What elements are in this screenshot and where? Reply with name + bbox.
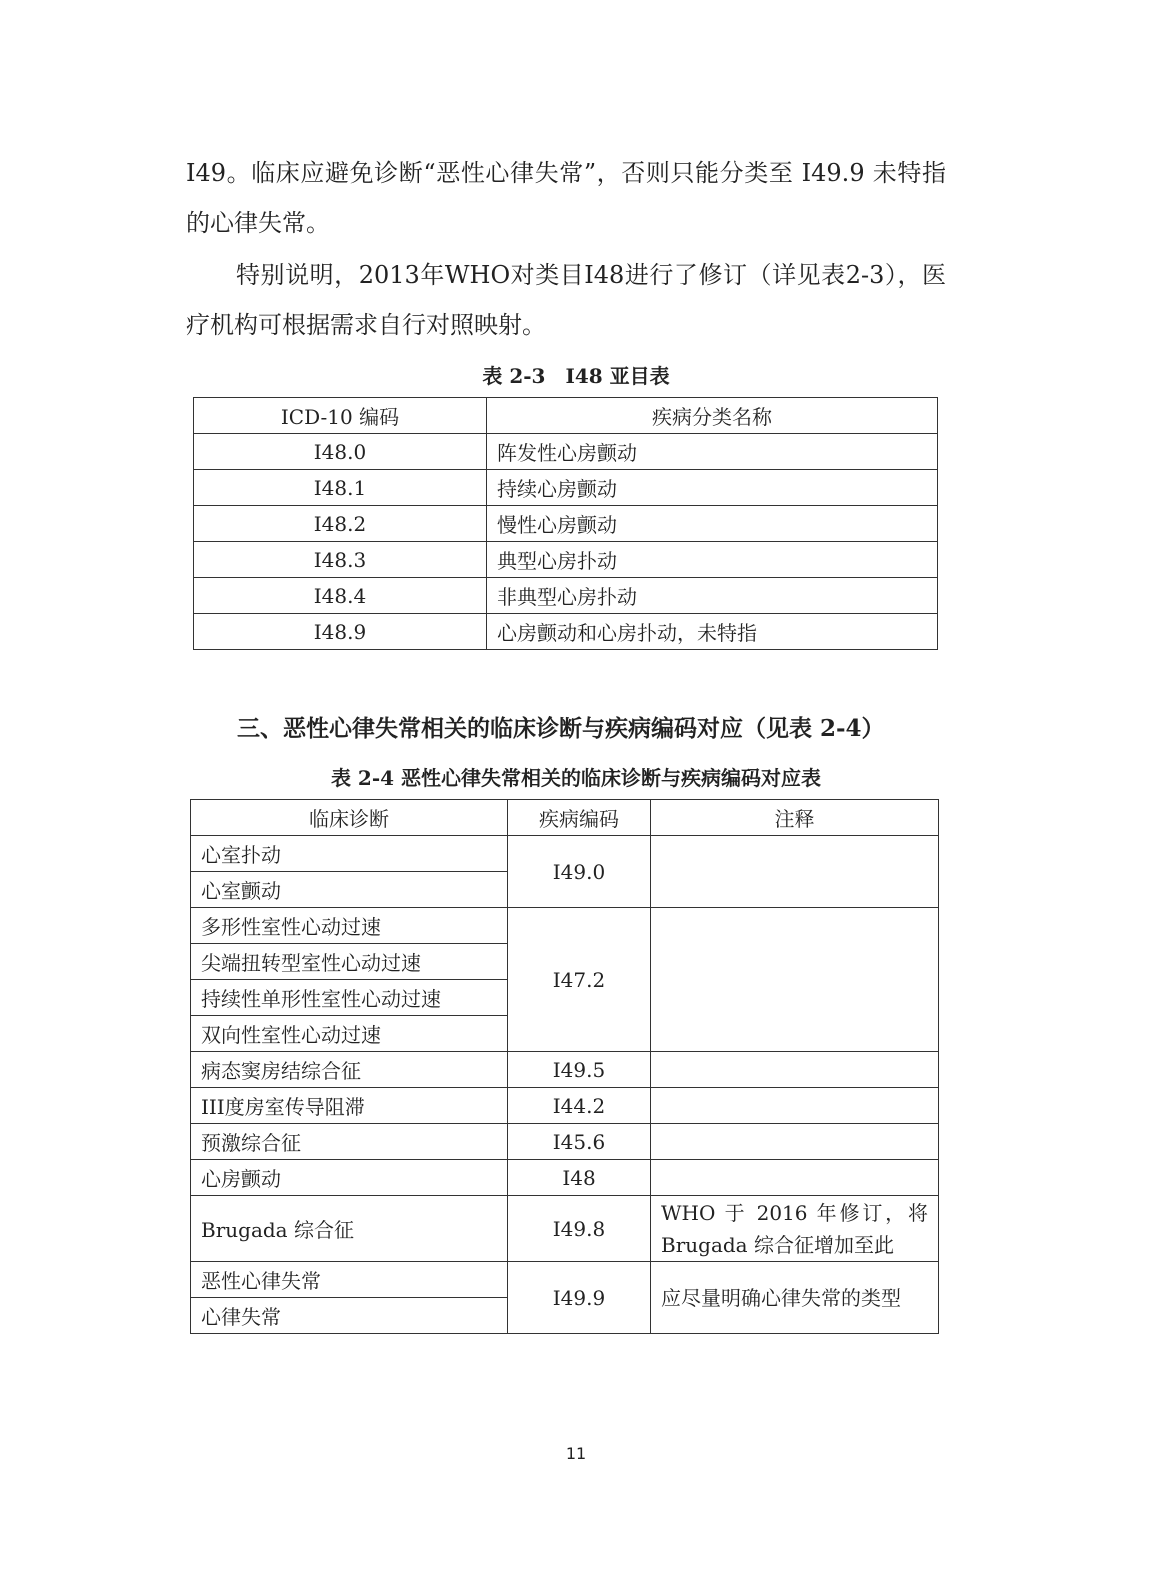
paragraph-intro: I49。临床应避免诊断“恶性心律失常”，否则只能分类至 I49.9 未特指的心律失常。 (186, 159, 946, 237)
table-row (194, 542, 938, 578)
table-row (191, 908, 939, 944)
diagnosis-cell: III度房室传导阻滞 (191, 1088, 508, 1124)
table-row (194, 506, 938, 542)
table-row (194, 614, 938, 650)
diagnosis-cell: 病态窦房结综合征 (191, 1052, 508, 1088)
diagnosis-cell: 持续性单形性室性心动过速 (191, 980, 508, 1016)
code-cell: I49.5 (508, 1052, 651, 1088)
icd-code: I48.4 (194, 578, 487, 614)
code-cell: I45.6 (508, 1124, 651, 1160)
code-cell: I49.9 (508, 1262, 651, 1334)
column-header-note: 注释 (651, 800, 939, 836)
table-2-3-caption: 表 2-3 I48 亚目表 (482, 364, 670, 388)
note-cell: WHO 于 2016 年修订，将 Brugada 综合征增加至此 (651, 1196, 939, 1262)
table-header-row (194, 398, 938, 434)
code-cell: I49.0 (508, 836, 651, 908)
disease-name: 典型心房扑动 (487, 542, 938, 578)
table-header-row (191, 800, 939, 836)
disease-name: 心房颤动和心房扑动，未特指 (487, 614, 938, 650)
diagnosis-cell: 心房颤动 (191, 1160, 508, 1196)
table-row (191, 1052, 939, 1088)
icd-code: I48.1 (194, 470, 487, 506)
note-cell (651, 836, 939, 908)
note-cell (651, 1160, 939, 1196)
disease-name: 非典型心房扑动 (487, 578, 938, 614)
disease-name: 阵发性心房颤动 (487, 434, 938, 470)
diagnosis-cell: 双向性室性心动过速 (191, 1016, 508, 1052)
table-row (191, 1160, 939, 1196)
icd-code: I48.3 (194, 542, 487, 578)
page-number: 11 (565, 1444, 587, 1463)
table-row (191, 1196, 939, 1262)
table-2-3 (193, 397, 938, 650)
note-cell (651, 1052, 939, 1088)
code-cell: I44.2 (508, 1088, 651, 1124)
table-row (194, 470, 938, 506)
diagnosis-cell: 心室颤动 (191, 872, 508, 908)
code-cell: I49.8 (508, 1196, 651, 1262)
column-header-name: 疾病分类名称 (487, 398, 938, 434)
code-cell: I48 (508, 1160, 651, 1196)
diagnosis-cell: 恶性心律失常 (191, 1262, 508, 1298)
table-row (191, 836, 939, 872)
diagnosis-cell: 尖端扭转型室性心动过速 (191, 944, 508, 980)
table-row (194, 434, 938, 470)
column-header-diagnosis: 临床诊断 (191, 800, 508, 836)
diagnosis-cell: 预激综合征 (191, 1124, 508, 1160)
table-row (191, 1262, 939, 1298)
table-row (191, 1088, 939, 1124)
note-cell: 应尽量明确心律失常的类型 (651, 1262, 939, 1334)
paragraph-note: 特别说明，2013年WHO对类目I48进行了修订（详见表2-3），医疗机构可根据需求自行对照映射。 (186, 261, 946, 339)
note-cell (651, 908, 939, 1052)
column-header-code: 疾病编码 (508, 800, 651, 836)
table-2-4-caption: 表 2-4 恶性心律失常相关的临床诊断与疾病编码对应表 (330, 766, 822, 790)
note-cell (651, 1124, 939, 1160)
icd-code: I48.9 (194, 614, 487, 650)
icd-code: I48.2 (194, 506, 487, 542)
code-cell: I47.2 (508, 908, 651, 1052)
diagnosis-cell: 心室扑动 (191, 836, 508, 872)
disease-name: 持续心房颤动 (487, 470, 938, 506)
diagnosis-cell: Brugada 综合征 (191, 1196, 508, 1262)
disease-name: 慢性心房颤动 (487, 506, 938, 542)
section-heading: 三、恶性心律失常相关的临床诊断与疾病编码对应（见表 2-4） (237, 715, 885, 742)
table-2-4 (190, 799, 939, 1334)
diagnosis-cell: 心律失常 (191, 1298, 508, 1334)
table-row (194, 578, 938, 614)
diagnosis-cell: 多形性室性心动过速 (191, 908, 508, 944)
note-cell (651, 1088, 939, 1124)
icd-code: I48.0 (194, 434, 487, 470)
column-header-code: ICD-10 编码 (194, 398, 487, 434)
table-row (191, 1124, 939, 1160)
